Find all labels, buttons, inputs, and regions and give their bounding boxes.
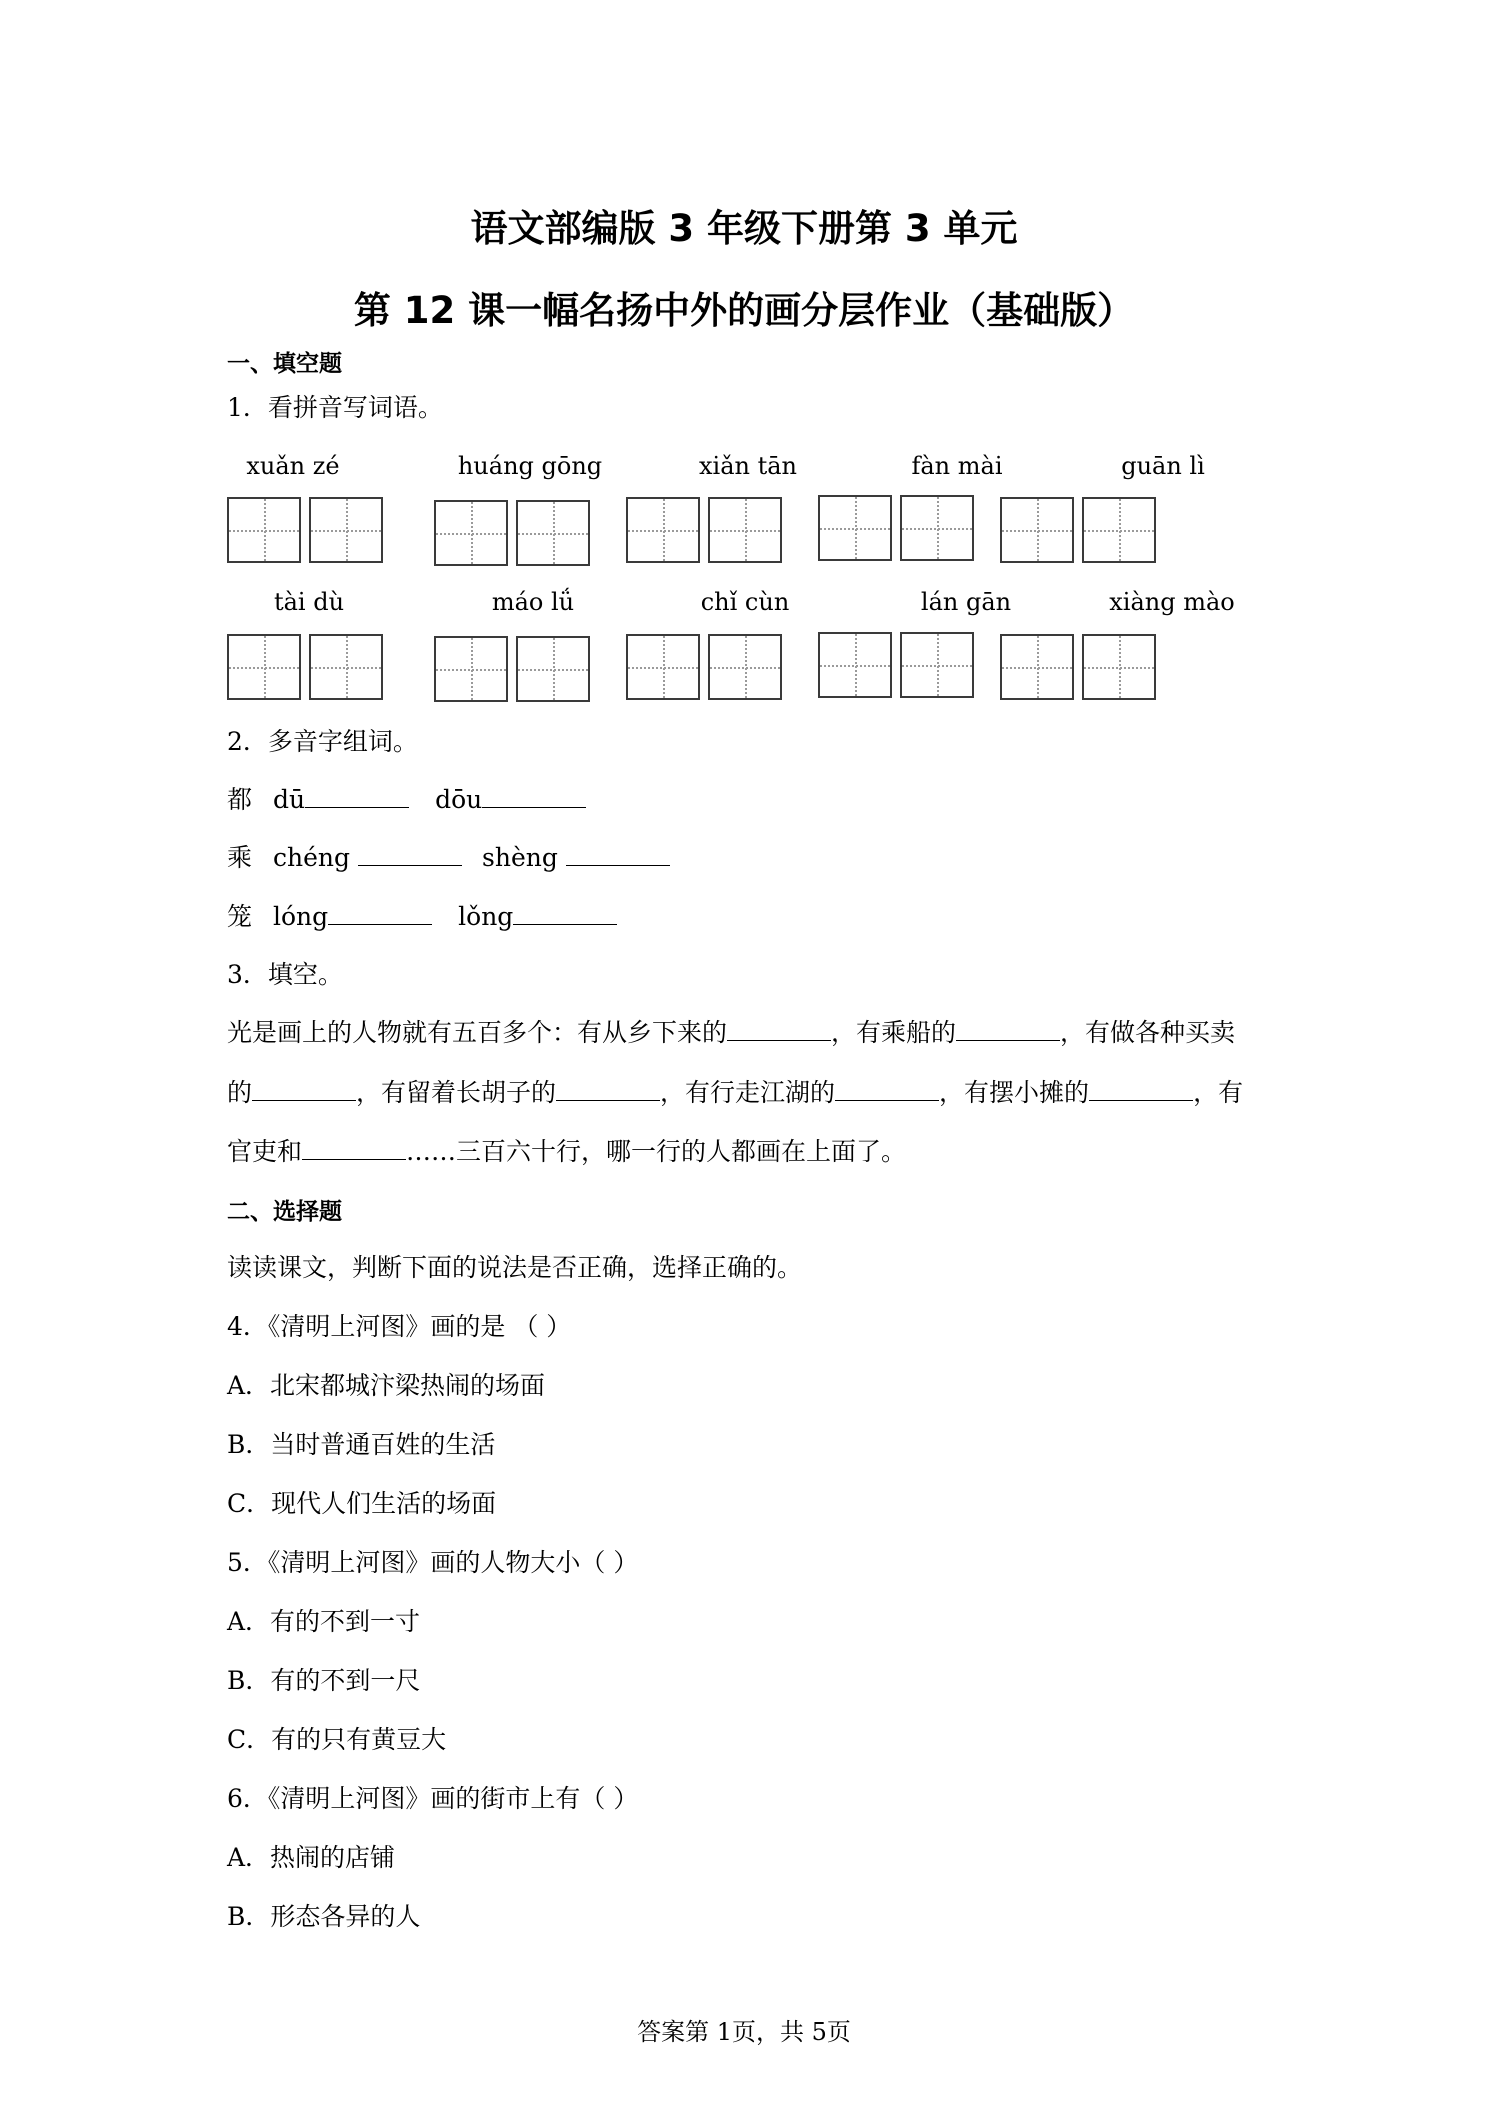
answer-blank[interactable] [956,1018,1060,1041]
pinyin-label: guān lì [1121,452,1205,480]
option-a[interactable]: A．北宋都城汴梁热闹的场面 [227,1371,546,1400]
pinyin-b: lǒng [458,902,514,931]
option-b[interactable]: B．有的不到一尺 [227,1666,421,1695]
pinyin-label: xiàng mào [1109,588,1235,616]
option-c[interactable]: C．有的只有黄豆大 [227,1725,447,1754]
writing-box[interactable] [1000,497,1074,563]
writing-box[interactable] [900,632,974,698]
question-3: 3．填空。 [227,960,343,989]
text-segment: ，有 [1193,1078,1244,1107]
answer-blank[interactable] [252,1078,356,1101]
polyphone-row [227,780,586,816]
option-b[interactable]: B．形态各异的人 [227,1902,421,1931]
pinyin-label: máo lǘ [491,588,575,616]
polyphone-char: 都 [227,785,253,814]
writing-box[interactable] [227,634,301,700]
answer-blank[interactable] [556,1078,660,1101]
pinyin-a: dū [273,785,306,814]
pinyin-label: lán gān [920,588,1012,616]
question-4: 4．《清明上河图》画的是 （ ） [227,1312,572,1341]
text-segment: ，有行走江湖的 [660,1078,836,1107]
text-segment: ……三百六十行，哪一行的人都画在上面了。 [406,1137,907,1166]
text-segment: 官吏和 [227,1137,303,1166]
section-heading-choice: 二、选择题 [227,1199,342,1225]
answer-blank[interactable] [566,843,670,866]
text-segment: 的 [227,1078,253,1107]
text-segment: ，有乘船的 [831,1018,957,1047]
question-5: 5．《清明上河图》画的人物大小（ ） [227,1548,639,1577]
text-segment: 光是画上的人物就有五百多个：有从乡下来的 [227,1018,728,1047]
writing-box[interactable] [626,497,700,563]
writing-box[interactable] [708,634,782,700]
pinyin-a: chéng [273,843,351,872]
writing-box[interactable] [900,495,974,561]
question-1: 1．看拼音写词语。 [227,393,443,422]
writing-box[interactable] [434,636,508,702]
pinyin-label: xuǎn zé [246,452,340,480]
pinyin-label: huáng gōng [457,452,603,480]
option-b[interactable]: B．当时普通百姓的生活 [227,1430,496,1459]
writing-box[interactable] [516,500,590,566]
pinyin-label: fàn mài [911,452,1003,480]
option-a[interactable]: A．有的不到一寸 [227,1607,421,1636]
page-footer: 答案第 1页，共 5页 [637,2018,851,2046]
answer-blank[interactable] [727,1018,831,1041]
writing-box[interactable] [1000,634,1074,700]
fill-line [227,1073,1243,1109]
writing-box[interactable] [434,500,508,566]
writing-box[interactable] [818,495,892,561]
pinyin-label: tài dù [273,588,345,616]
writing-box[interactable] [516,636,590,702]
section-heading-fill-in: 一、填空题 [227,351,342,377]
instruction-text: 读读课文，判断下面的说法是否正确，选择正确的。 [227,1253,803,1282]
polyphone-char: 笼 [227,902,253,931]
option-a[interactable]: A．热闹的店铺 [227,1843,396,1872]
writing-box[interactable] [309,634,383,700]
answer-blank[interactable] [1089,1078,1193,1101]
pinyin-b: shèng [482,843,558,872]
answer-blank[interactable] [482,785,586,808]
answer-blank[interactable] [513,902,617,925]
writing-box[interactable] [309,497,383,563]
pinyin-a: lóng [273,902,329,931]
page-title: 语文部编版 3 年级下册第 3 单元 [470,207,1018,250]
answer-blank[interactable] [835,1078,939,1101]
page-subtitle: 第 12 课一幅名扬中外的画分层作业（基础版） [353,289,1135,332]
pinyin-label: chǐ cùn [700,588,790,616]
text-segment: ，有摆小摊的 [939,1078,1090,1107]
answer-blank[interactable] [328,902,432,925]
answer-blank[interactable] [305,785,409,808]
fill-line [227,1132,906,1168]
answer-blank[interactable] [358,843,462,866]
writing-box[interactable] [1082,497,1156,563]
pinyin-label: xiǎn tān [698,452,797,480]
writing-box[interactable] [626,634,700,700]
question-2: 2．多音字组词。 [227,727,418,756]
writing-box[interactable] [708,497,782,563]
polyphone-char: 乘 [227,843,253,872]
text-segment: ，有做各种买卖 [1060,1018,1236,1047]
polyphone-row [227,838,670,874]
writing-box[interactable] [1082,634,1156,700]
fill-line [227,1013,1235,1049]
text-segment: ，有留着长胡子的 [356,1078,557,1107]
answer-blank[interactable] [302,1137,406,1160]
question-6: 6．《清明上河图》画的街市上有（ ） [227,1784,639,1813]
writing-box[interactable] [227,497,301,563]
option-c[interactable]: C．现代人们生活的场面 [227,1489,497,1518]
polyphone-row [227,897,617,933]
pinyin-b: dōu [435,785,483,814]
writing-box[interactable] [818,632,892,698]
